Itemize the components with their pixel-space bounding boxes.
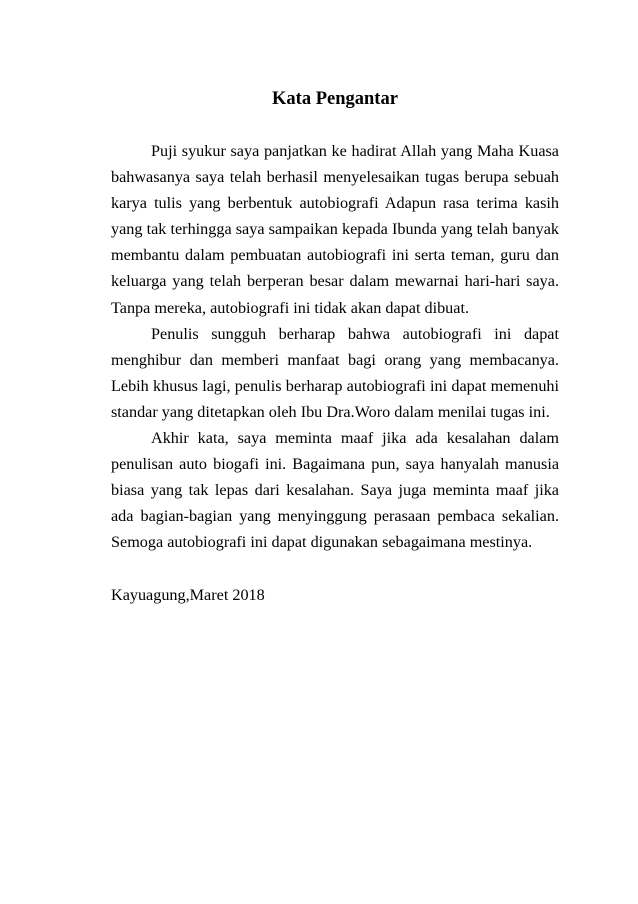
- paragraph-2: Penulis sungguh berharap bahwa autobiografi ini dapat menghibur dan memberi manfaat bagi orang yang membacanya. Lebih khusus lagi, penulis berharap autobiografi ini dapat memenuhi standar yang ditetapkan oleh Ibu Dra.Woro dalam menilai tugas ini.: [111, 324, 559, 421]
- document-body: [111, 86, 559, 608]
- closing-place-date: Kayuagung,Maret 2018: [111, 585, 265, 604]
- paragraph-3: Akhir kata, saya meminta maaf jika ada kesalahan dalam penulisan auto biogafi ini. Bagaimana pun, saya hanyalah manusia biasa yang tak lepas dari kesalahan. Saya juga meminta maaf jika ada bagian-bagian yang menyinggung perasaan pembaca sekalian. Semoga autobiografi ini dapat digunakan sebagaimana mestinya.: [111, 429, 559, 552]
- page-title: Kata Pengantar: [272, 89, 398, 109]
- paragraph-1: Puji syukur saya panjatkan ke hadirat Allah yang Maha Kuasa bahwasanya saya telah berhasil menyelesaikan tugas berupa sebuah karya tulis yang berbentuk autobiografi Adapun rasa terima kasih yang tak terhingga saya sampaikan kepada Ibunda yang telah banyak membantu dalam pembuatan autobiografi ini serta teman, guru dan keluarga yang telah berperan besar dalam mewarnai hari-hari saya. Tanpa mereka, autobiografi ini tidak akan dapat dibuat.: [111, 142, 559, 317]
